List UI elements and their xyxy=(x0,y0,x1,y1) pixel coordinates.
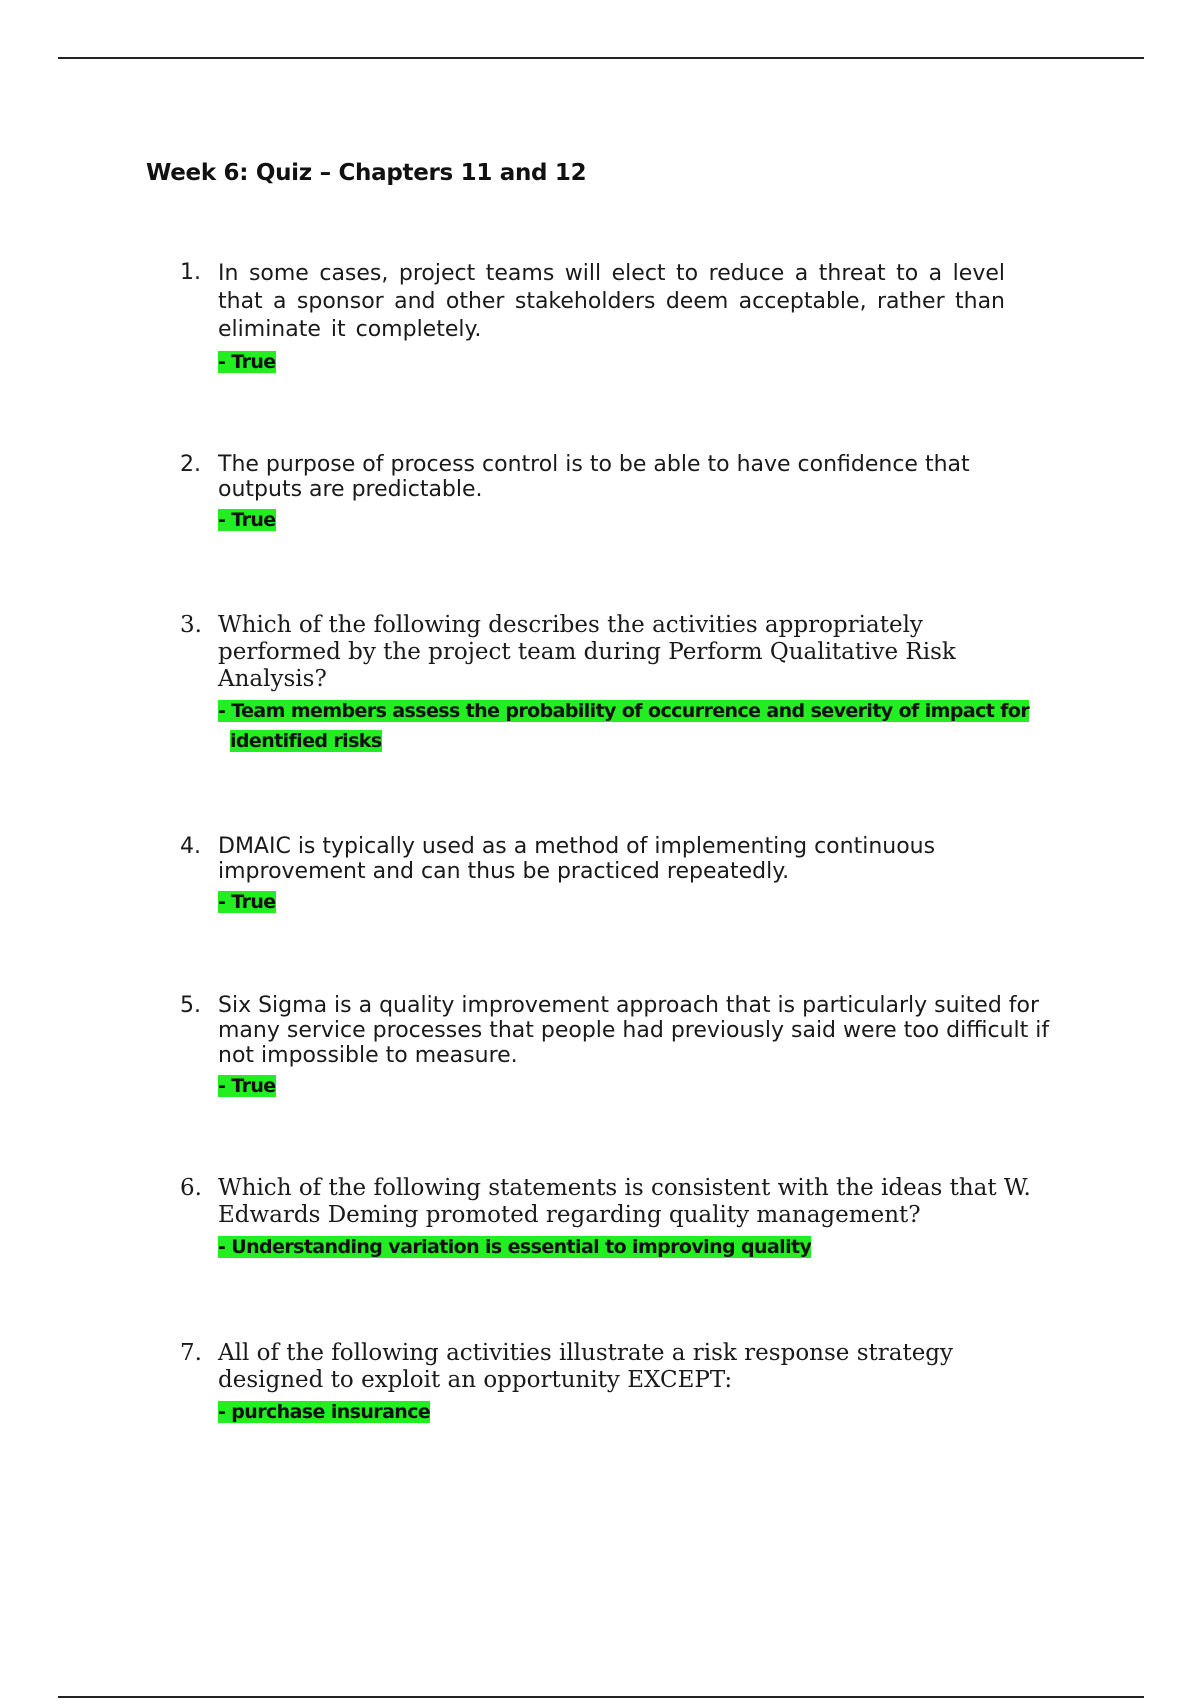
answer-highlight xyxy=(218,505,1020,535)
bottom-rule xyxy=(58,1696,1144,1698)
question-number: 5. xyxy=(180,993,201,1018)
answer-text: - Understanding variation is essential to improving quality xyxy=(218,1236,812,1258)
question-5 xyxy=(180,993,1080,1101)
answer-text: - True xyxy=(218,891,276,913)
question-text: Which of the following statements is consistent with the ideas that W. Edwards Deming promoted regarding quality management? xyxy=(218,1175,1031,1228)
question-text: In some cases, project teams will elect to reduce a threat to a level that a sponsor and other stakeholders deem acceptable, rather than eliminate it completely. xyxy=(218,261,1005,342)
question-number: 2. xyxy=(180,452,201,477)
question-text: Which of the following describes the activities appropriately performed by the project team during Perform Qualitative Risk Analysis? xyxy=(218,612,956,692)
question-number: 6. xyxy=(180,1175,202,1201)
answer-text: - Team members assess the probability of occurrence and severity of impact for identified risks xyxy=(218,700,1030,752)
answer-highlight xyxy=(218,696,1030,756)
question-4 xyxy=(180,834,1020,917)
question-text: All of the following activities illustrate a risk response strategy designed to exploit an opportunity EXCEPT: xyxy=(218,1340,954,1393)
question-7 xyxy=(180,1340,1010,1427)
answer-text: - True xyxy=(218,509,276,531)
answer-text: - purchase insurance xyxy=(218,1401,431,1423)
question-text: Six Sigma is a quality improvement approach that is particularly suited for many service processes that people had previously said were too difficult if not impossible to measure. xyxy=(218,993,1050,1068)
answer-highlight xyxy=(218,1232,1040,1262)
question-number: 3. xyxy=(180,612,202,638)
page-title: Week 6: Quiz – Chapters 11 and 12 xyxy=(146,160,587,186)
question-3 xyxy=(180,612,1030,756)
answer-highlight xyxy=(218,887,1020,917)
answer-highlight xyxy=(218,1397,1010,1427)
answer-text: - True xyxy=(218,351,276,373)
question-2 xyxy=(180,452,1020,535)
question-1 xyxy=(180,260,1005,377)
answer-text: - True xyxy=(218,1075,276,1097)
answer-highlight xyxy=(218,1071,1080,1101)
answer-highlight xyxy=(218,347,1005,377)
question-text: The purpose of process control is to be able to have confidence that outputs are predictable. xyxy=(218,452,970,502)
question-number: 4. xyxy=(180,834,201,859)
question-6 xyxy=(180,1175,1040,1262)
top-rule xyxy=(58,57,1144,59)
question-text: DMAIC is typically used as a method of implementing continuous improvement and can thus be practiced repeatedly. xyxy=(218,834,936,884)
question-number: 1. xyxy=(180,260,201,285)
question-number: 7. xyxy=(180,1340,202,1366)
